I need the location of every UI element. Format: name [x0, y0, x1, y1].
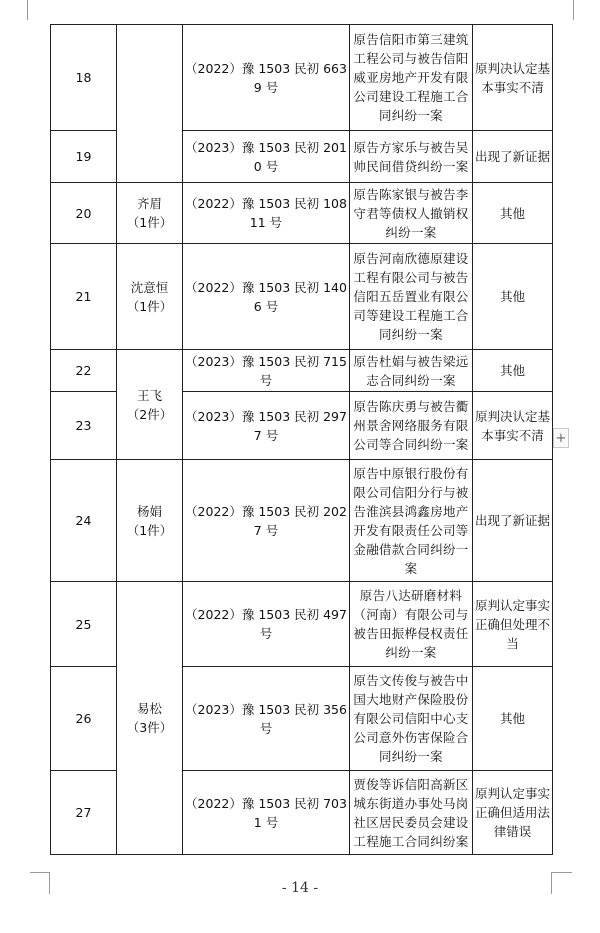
judge-name: 杨娟	[136, 503, 162, 519]
case-table	[50, 24, 553, 855]
case-title: 原告方家乐与被告吴帅民间借贷纠纷一案	[350, 131, 473, 183]
crop-mark-top-left	[27, 0, 28, 20]
table-row	[51, 582, 553, 667]
judge-name: 沈意恒	[130, 279, 169, 295]
table-row	[51, 244, 553, 350]
crop-mark-top-right	[573, 0, 574, 20]
case-number: （2022）豫 1503 民初 2027 号	[183, 460, 350, 582]
case-number: （2023）豫 1503 民初 2977 号	[183, 392, 350, 460]
row-number: 26	[51, 667, 117, 771]
row-number: 25	[51, 582, 117, 667]
table-row	[51, 183, 553, 244]
table-row	[51, 25, 553, 131]
judge-count: （2件）	[126, 406, 173, 422]
row-number: 27	[51, 771, 117, 855]
case-result: 出现了新证据	[473, 131, 553, 183]
case-number: （2023）豫 1503 民初 2010 号	[183, 131, 350, 183]
table-row	[51, 350, 553, 392]
judge-name: 王飞	[136, 387, 162, 403]
case-title: 原告陈家银与被告李守君等债权人撤销权纠纷一案	[350, 183, 473, 244]
case-result: 原判决认定基本事实不清	[473, 25, 553, 131]
case-result: 其他	[473, 183, 553, 244]
judge-cell	[117, 350, 183, 460]
page-number: - 14 -	[281, 880, 319, 896]
case-result: 原判认定事实正确但处理不当	[473, 582, 553, 667]
judge-cell	[117, 460, 183, 582]
judge-name: 易松	[136, 701, 162, 716]
case-title: 原告信阳市第三建筑工程公司与被告信阳威亚房地产开发有限公司建设工程施工合同纠纷一案	[350, 25, 473, 131]
case-title: 原告陈庆勇与被告衢州景舍网络服务有限公司等合同纠纷一案	[350, 392, 473, 460]
case-result: 其他	[473, 244, 553, 350]
case-result: 其他	[473, 350, 553, 392]
row-number: 23	[51, 392, 117, 460]
judge-count: （3件）	[126, 720, 173, 735]
row-number: 21	[51, 244, 117, 350]
case-number: （2022）豫 1503 民初 10811 号	[183, 183, 350, 244]
judge-count: （1件）	[126, 522, 173, 538]
judge-count: （1件）	[126, 298, 173, 314]
case-result: 其他	[473, 667, 553, 771]
case-result: 原判认定事实正确但适用法律错误	[473, 771, 553, 855]
judge-count: （1件）	[126, 215, 173, 230]
row-number: 24	[51, 460, 117, 582]
case-title: 原告八达研磨材料（河南）有限公司与被告田振桦侵权责任纠纷一案	[350, 582, 473, 667]
case-number: （2022）豫 1503 民初 7031 号	[183, 771, 350, 855]
crop-mark-bottom-right	[552, 872, 572, 873]
judge-cell	[117, 244, 183, 350]
row-number: 20	[51, 183, 117, 244]
case-result: 出现了新证据	[473, 460, 553, 582]
expand-plus-button[interactable]: +	[553, 428, 569, 448]
row-number: 22	[51, 350, 117, 392]
judge-cell-empty	[117, 25, 183, 183]
case-result: 原判决认定基本事实不清	[473, 392, 553, 460]
case-title: 原告河南欣德原建设工程有限公司与被告信阳五岳置业有限公司等建设工程施工合同纠纷一案	[350, 244, 473, 350]
row-number: 19	[51, 131, 117, 183]
case-number: （2022）豫 1503 民初 497 号	[183, 582, 350, 667]
crop-mark-bottom-left	[30, 872, 50, 873]
case-number: （2023）豫 1503 民初 356 号	[183, 667, 350, 771]
judge-cell	[117, 183, 183, 244]
case-number: （2023）豫 1503 民初 715 号	[183, 350, 350, 392]
table-row	[51, 460, 553, 582]
judge-cell	[117, 582, 183, 855]
case-number: （2022）豫 1503 民初 6639 号	[183, 25, 350, 131]
row-number: 18	[51, 25, 117, 131]
case-title: 贾俊等诉信阳高新区城东街道办事处马岗社区居民委员会建设工程施工合同纠纷案	[350, 771, 473, 855]
case-number: （2022）豫 1503 民初 1406 号	[183, 244, 350, 350]
case-title: 原告杜娟与被告梁远志合同纠纷一案	[350, 350, 473, 392]
case-title: 原告文传俊与被告中国大地财产保险股份有限公司信阳中心支公司意外伤害保险合同纠纷一案	[350, 667, 473, 771]
case-title: 原告中原银行股份有限公司信阳分行与被告淮滨县鸿鑫房地产开发有限责任公司等金融借款合同纠纷一案	[350, 460, 473, 582]
judge-name: 齐眉	[136, 196, 162, 211]
